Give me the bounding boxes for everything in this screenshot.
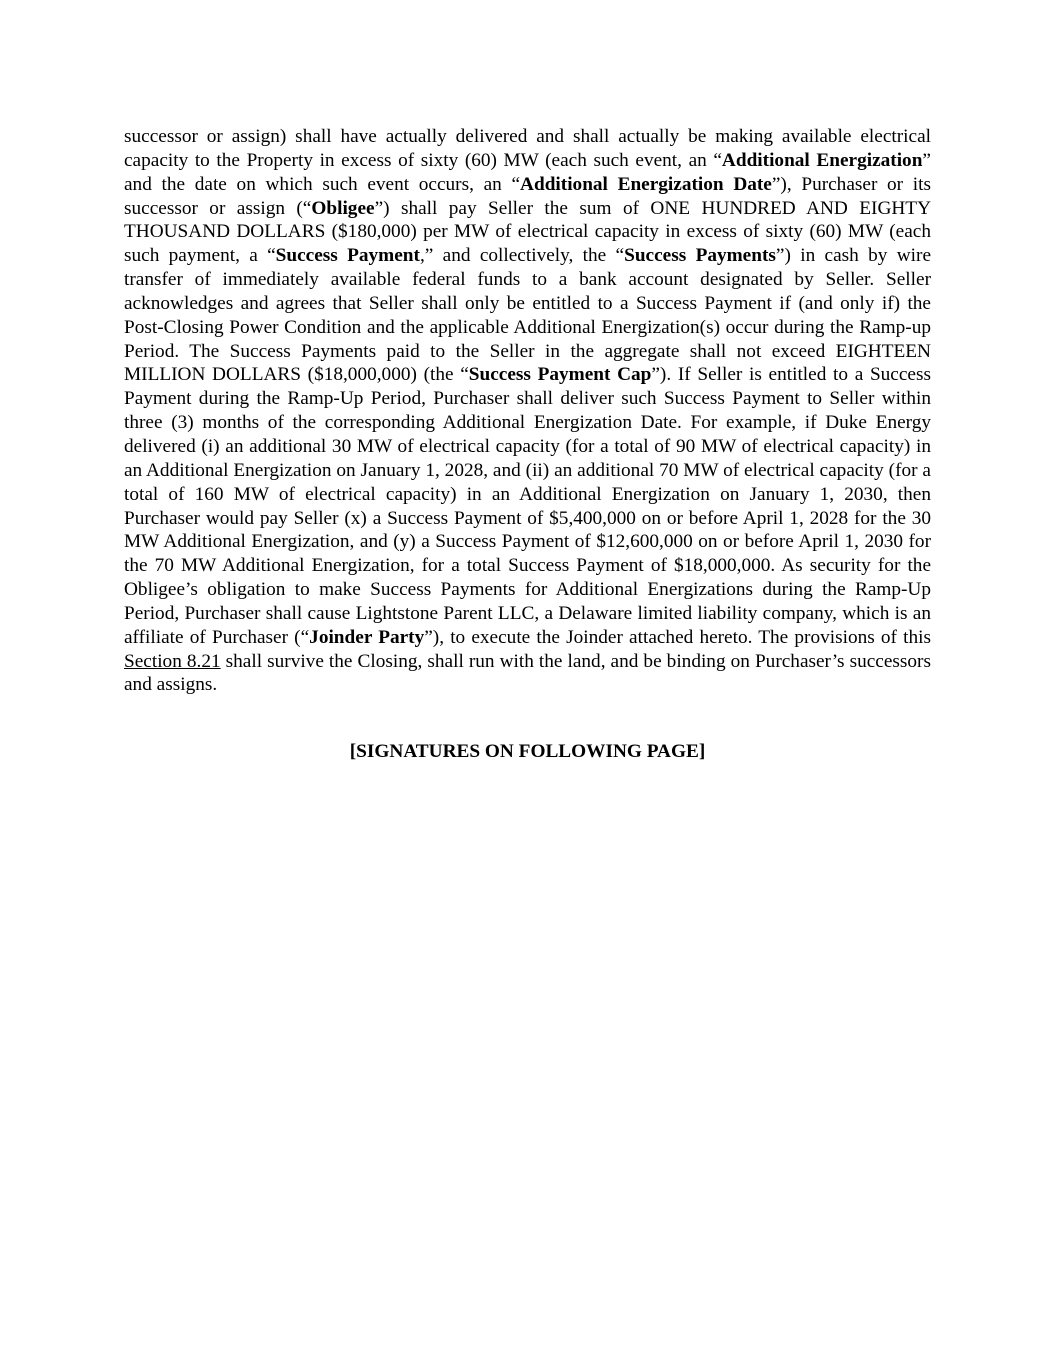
defined-term-success-payment-cap: Success Payment Cap [468, 364, 652, 386]
defined-term-additional-energization: Additional Energization [721, 149, 923, 171]
signature-page-note: [SIGNATURES ON FOLLOWING PAGE] [349, 741, 706, 762]
defined-term-additional-energization-date: Additional Energization Date [520, 173, 772, 195]
paragraph-text: ”). If Seller is entitled to a Success Payment during the Ramp-Up Period, Purchaser shall deliver such Success Payment to Seller within three (3) months of the corresponding Additional Energization Date. For example, if Duke Energy delivered (i) an additional 30 MW of electrical capacity (for a total of 90 MW of electrical capacity) in an Additional Energization on January 1, 2028, and (ii) an additional 70 MW of electrical capacity (for a total of 160 MW of electrical capacity) in an Additional Energization on January 1, 2030, then Purchaser would pay Seller (x) a Success Payment of $5,400,000 on or before April 1, 2028 for the 30 MW Additional Energization, and (y) a Success Payment of $12,600,000 on or before April 1, 2030 for the 70 MW Additional Energization, for a total Success Payment of $18,000,000. As security for the Obligee’s obligation to make Success Payments for Additional Energizations during the Ramp-Up Period, Purchaser shall cause Lightstone Parent LLC, a Delaware limited liability company, which is an affiliate of Purchaser (“ [124, 364, 931, 648]
paragraph-text: ”), Purchaser or its successor or assign (“ [124, 173, 932, 219]
paragraph-text: ,” and collectively, the “ [419, 245, 625, 267]
paragraph-text: ”), to execute the Joinder attached hereto. The provisions of this [424, 626, 931, 648]
paragraph-text: ”) shall pay Seller the sum of ONE HUNDRED AND EIGHTY THOUSAND DOLLARS ($180,000) per MW of electrical capacity in excess of sixty (60) MW (each such payment, a “ [124, 197, 932, 267]
paragraph-text: successor or assign) shall have actually delivered and shall actually be making available electrical capacity to the Property in excess of sixty (60) MW (each such event, an “ [124, 126, 931, 171]
defined-term-success-payment: Success Payment [275, 245, 420, 267]
paragraph-text: ”) in cash by wire transfer of immediately available federal funds to a bank account designated by Seller. Seller acknowledges and agrees that Seller shall only be entitled to a Success Payment if (and only if) the Post-Closing Power Condition and the applicable Additional Energization(s) occur during the Ramp-up Period. The Success Payments paid to the Seller in the aggregate shall not exceed EIGHTEEN MILLION DOLLARS ($18,000,000) (the “ [124, 245, 931, 386]
section-cross-reference: Section 8.21 [124, 650, 221, 672]
paragraph-text: ” and the date on which such event occurs, an “ [124, 149, 931, 195]
body-paragraph [124, 125, 931, 697]
paragraph-text: shall survive the Closing, shall run with the land, and be binding on Purchaser’s successors and assigns. [124, 650, 931, 696]
defined-term-obligee: Obligee [311, 197, 375, 219]
defined-term-success-payments: Success Payments [624, 245, 776, 267]
defined-term-joinder-party: Joinder Party [309, 626, 425, 648]
